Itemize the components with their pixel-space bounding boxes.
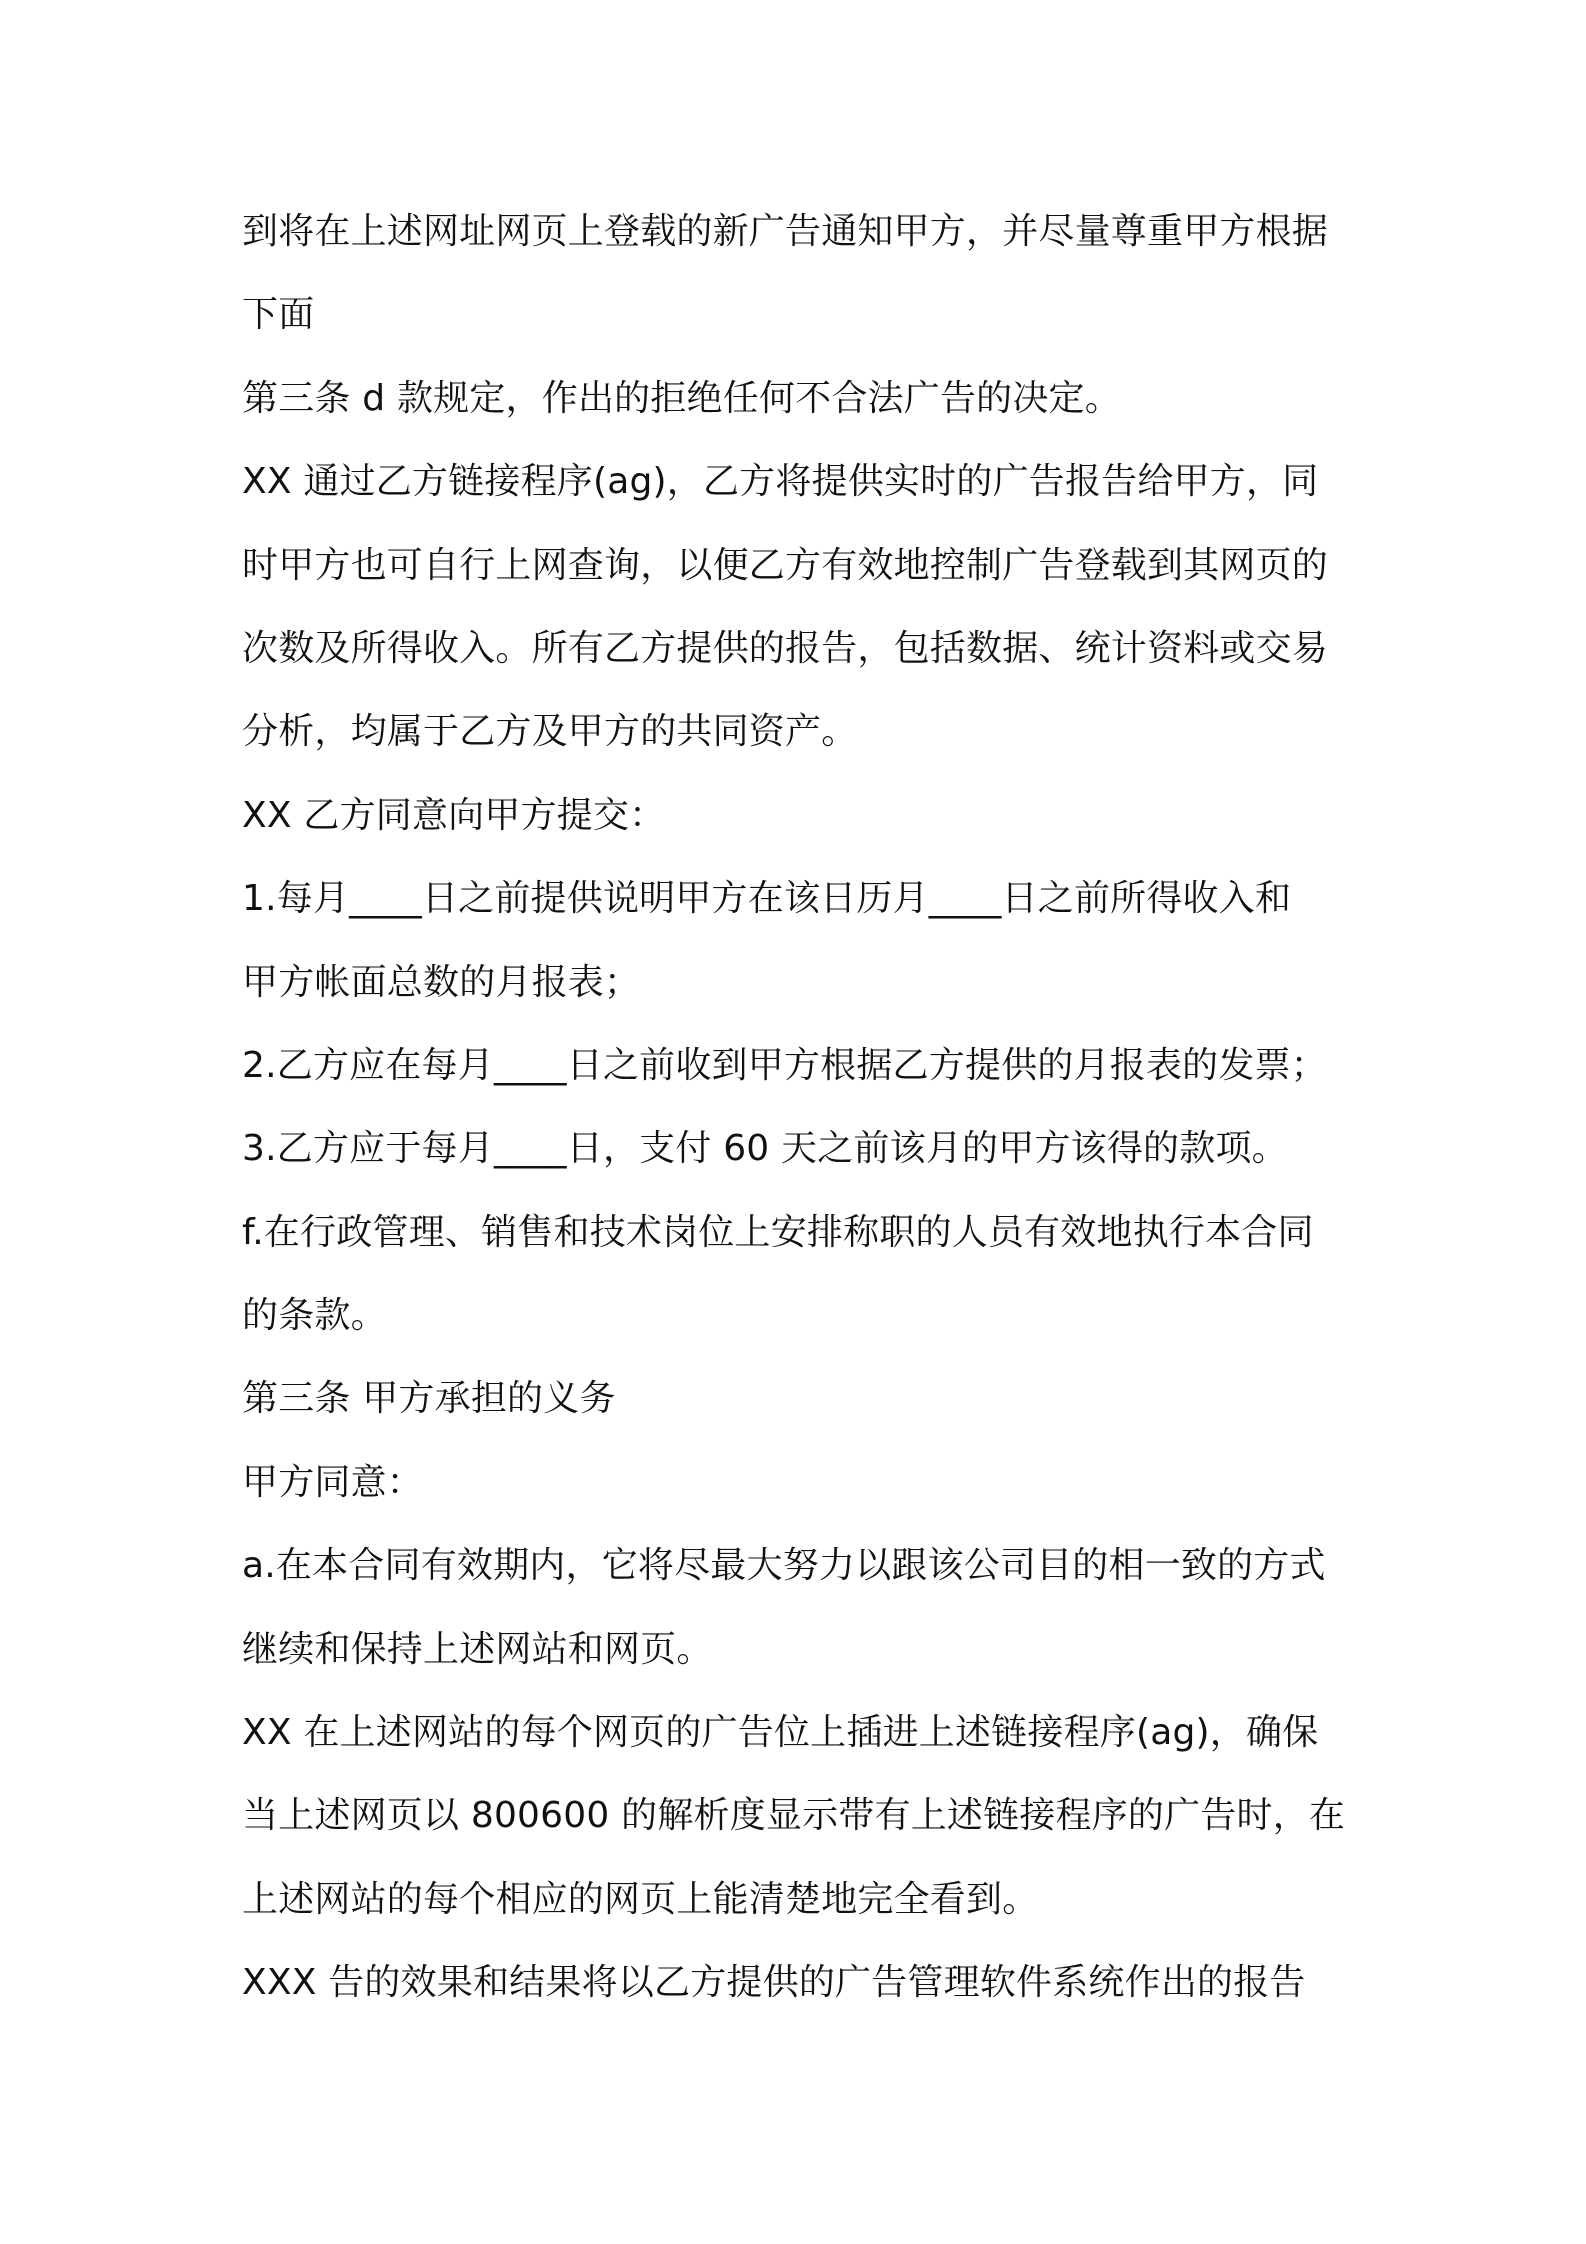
text-line: 的条款。 (242, 1295, 387, 1337)
text-line: 甲方同意： (242, 1461, 424, 1503)
text-line: a.在本合同有效期内，它将尽最大努力以跟该公司目的相一致的方式 (242, 1545, 1326, 1587)
contract-text (242, 190, 1362, 2025)
text-line: 甲方帐面总数的月报表； (242, 961, 641, 1003)
section-heading: 第三条 甲方承担的义务 (242, 1378, 616, 1420)
text-line: 第三条 d 款规定，作出的拒绝任何不合法广告的决定。 (242, 377, 1121, 419)
text-line: 上述网站的每个相应的网页上能清楚地完全看到。 (242, 1878, 1039, 1920)
text-line: XX 乙方同意向甲方提交： (242, 794, 666, 836)
text-line: 分析，均属于乙方及甲方的共同资产。 (242, 711, 858, 753)
text-line: 次数及所得收入。所有乙方提供的报告，包括数据、统计资料或交易 (242, 627, 1329, 669)
text-line: XX 通过乙方链接程序(ag)，乙方将提供实时的广告报告给甲方，同 (242, 461, 1319, 503)
text-line: 3.乙方应于每月____日，支付 60 天之前该月的甲方该得的款项。 (242, 1128, 1288, 1170)
text-line: 时甲方也可自行上网查询，以便乙方有效地控制广告登载到其网页的 (242, 544, 1329, 586)
text-line: 继续和保持上述网站和网页。 (242, 1628, 713, 1670)
text-line: 1.每月____日之前提供说明甲方在该日历月____日之前所得收入和 (242, 878, 1292, 920)
text-line: 下面 (242, 294, 315, 336)
text-line: XXX 告的效果和结果将以乙方提供的广告管理软件系统作出的报告 (242, 1962, 1306, 2004)
text-line: 2.乙方应在每月____日之前收到甲方根据乙方提供的月报表的发票； (242, 1044, 1327, 1086)
text-line: XX 在上述网站的每个网页的广告位上插进上述链接程序(ag)，确保 (242, 1712, 1319, 1754)
text-line: 当上述网页以 800600 的解析度显示带有上述链接程序的广告时，在 (242, 1795, 1346, 1837)
text-line: 到将在上述网址网页上登载的新广告通知甲方，并尽量尊重甲方根据 (242, 211, 1329, 252)
text-line: f.在行政管理、销售和技术岗位上安排称职的人员有效地执行本合同 (242, 1211, 1314, 1253)
